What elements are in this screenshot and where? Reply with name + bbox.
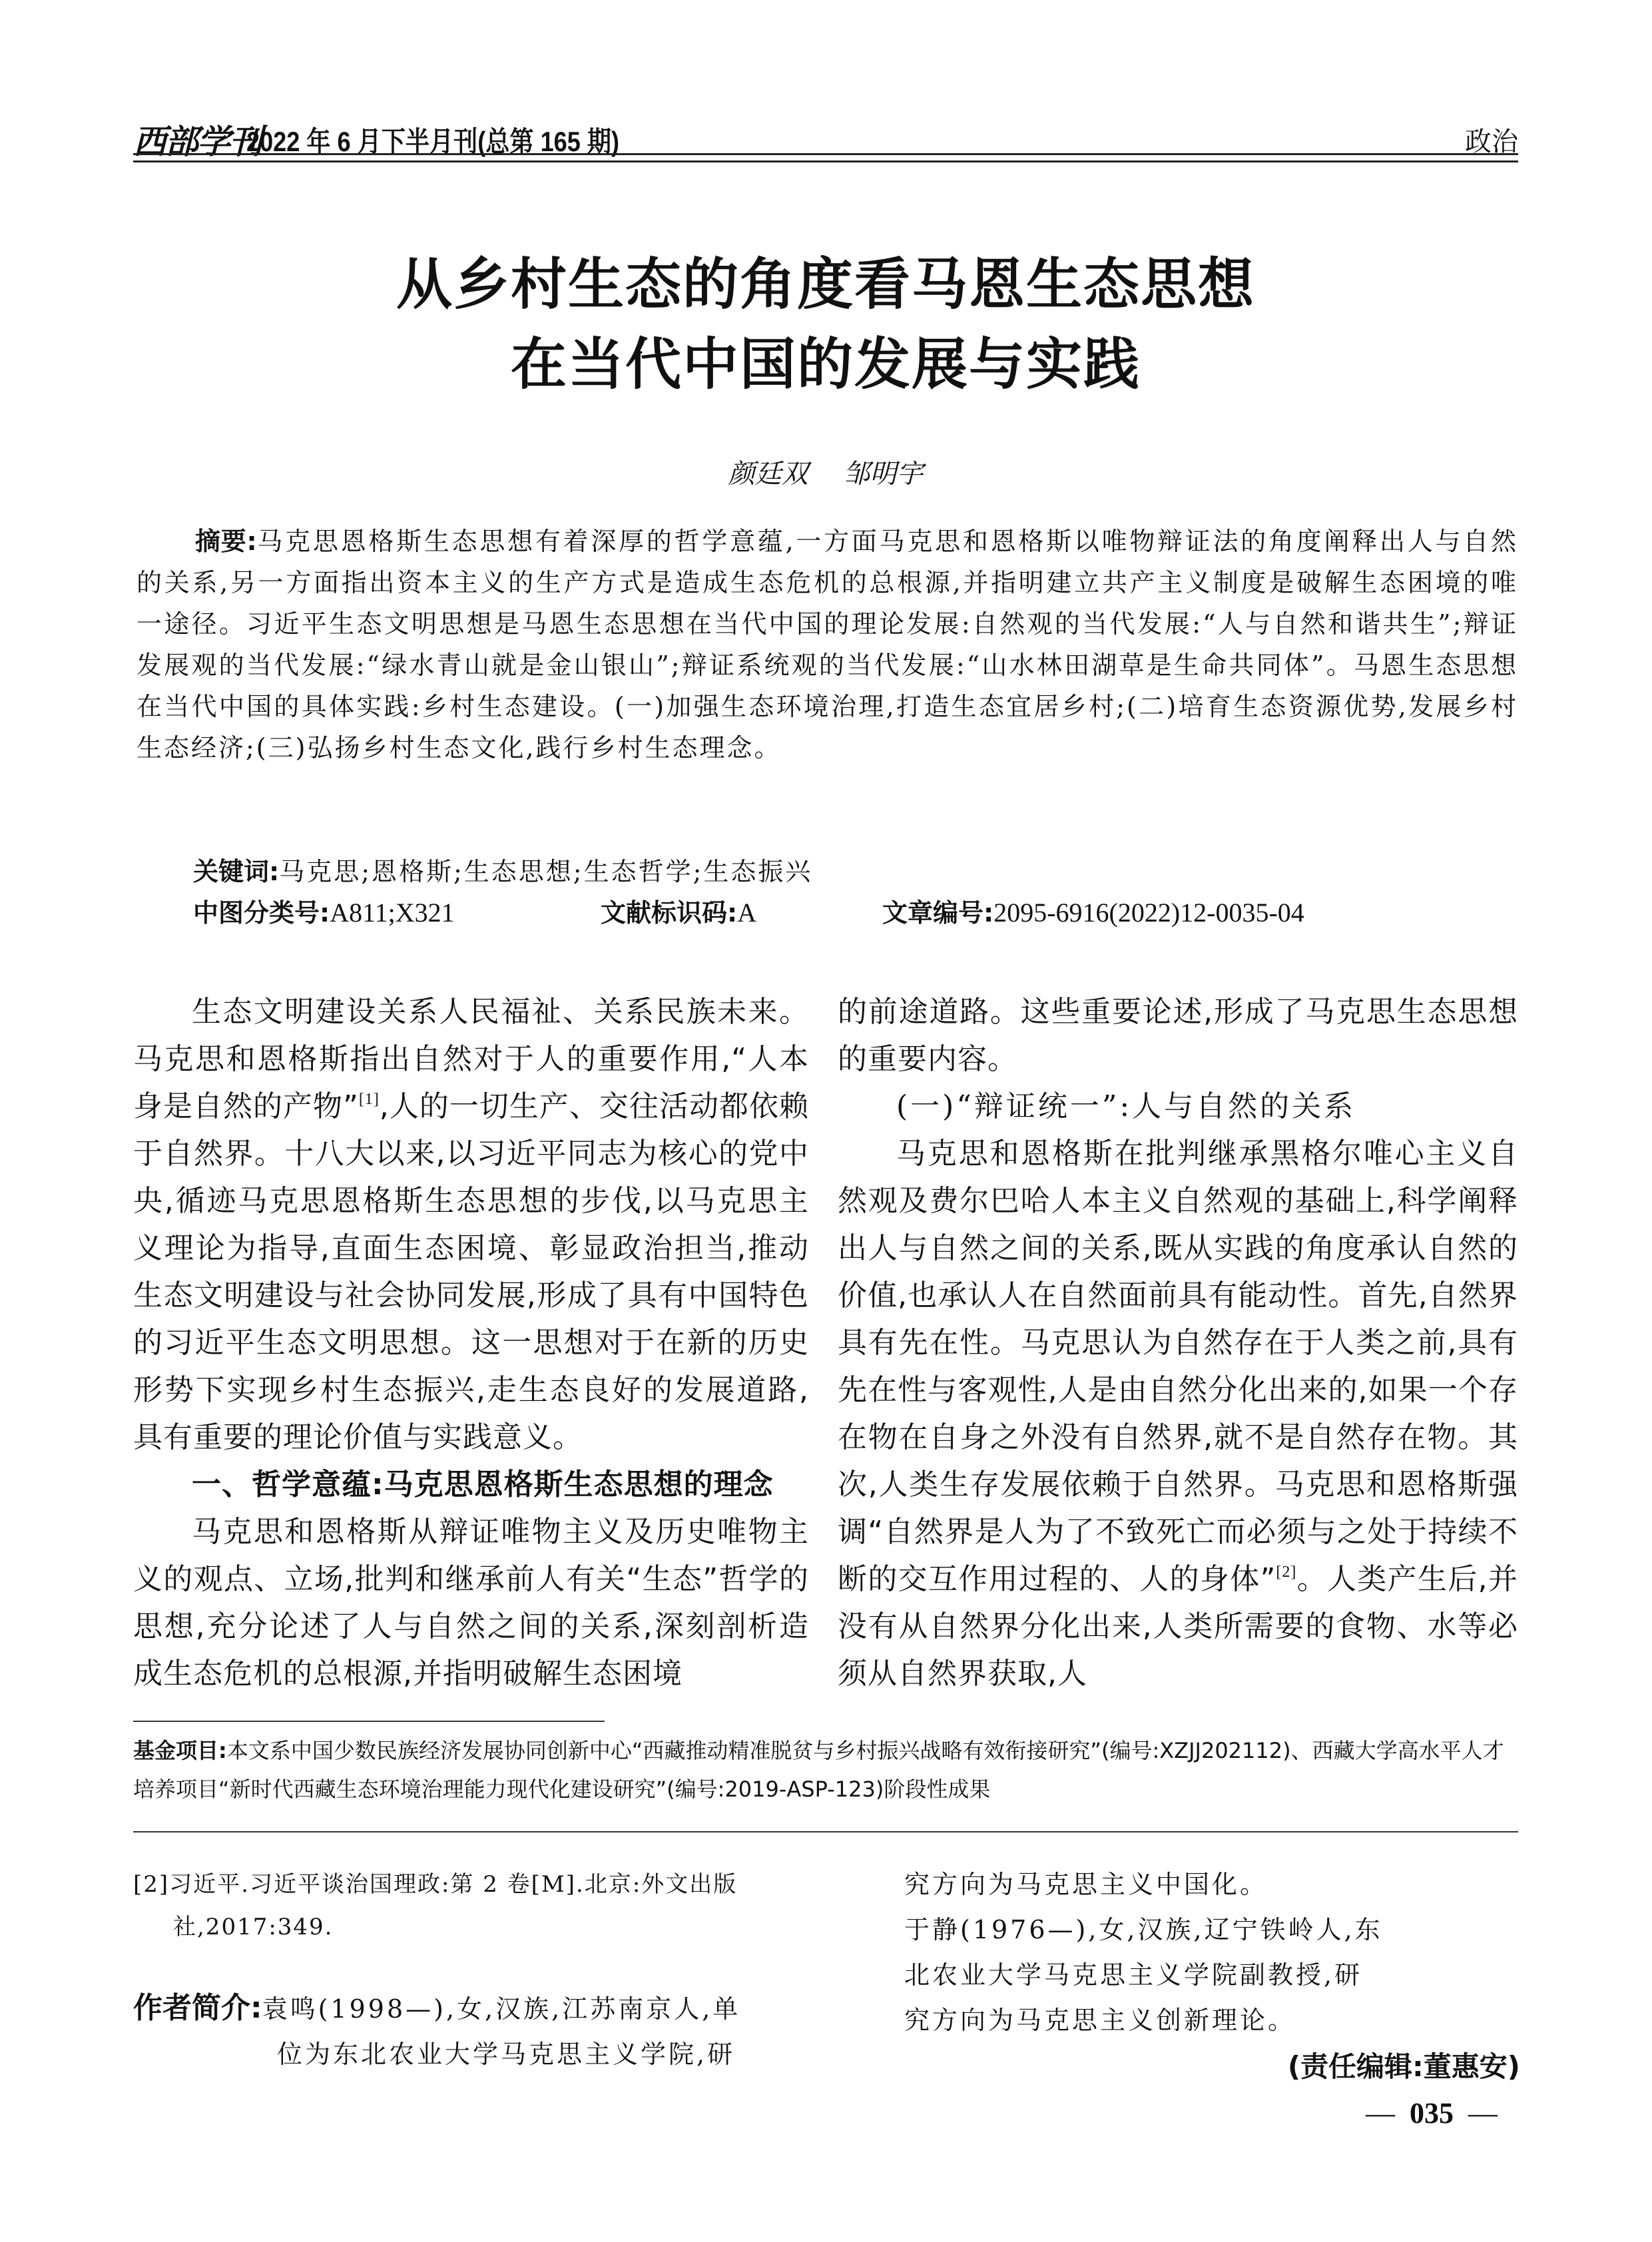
- article-title-line-2: 在当代中国的发展与实践: [510, 332, 1141, 397]
- page-number-value: 035: [1410, 2097, 1454, 2129]
- author-bio-line: 究方向为马克思主义中国化。: [904, 1870, 1268, 1899]
- funding-note: [133, 1731, 1518, 1809]
- journal-logo: 西部学刊: [133, 122, 261, 161]
- issue-info: 2022 年 6 月下半月刊(总第 165 期): [246, 126, 620, 157]
- citation-link[interactable]: [2]: [1276, 1563, 1297, 1581]
- paragraph-text: 马克思和恩格斯在批判继承黑格尔唯心主义自然观及费尔巴哈人本主义自然观的基础上,科学阐释出人与自然之间的关系,既从实践的角度承认自然的价值,也承认人在自然面前具有能动性。首先,自然界具有先在性。马克思认为自然存在于人类之前,具有先在性与客观性,人是由自然分化出来的,如果一个存在物在自身之外没有自然界,就不是自然存在物。其次,人类生存发展依赖于自然界。马克思和恩格斯强调“自然界是人为了不致死亡而必须与之处于持续不断的交互作用过程的、人的身体”: [838, 1137, 1518, 1596]
- keywords-text: 马克思;恩格斯;生态思想;生态哲学;生态振兴: [279, 857, 813, 886]
- page-number: [1332, 2096, 1531, 2130]
- author-bio-text: 袁鸣(1998—),女,汉族,江苏南京人,单: [262, 1994, 741, 2024]
- funding-label: 基金项目:: [133, 1738, 227, 1763]
- page-number-dash-left: —: [1366, 2097, 1395, 2129]
- doc-code-field: [601, 892, 756, 934]
- page-number-dash-right: —: [1468, 2097, 1498, 2129]
- section-heading: 一、哲学意蕴:马克思恩格斯生态思想的理念: [192, 1468, 774, 1502]
- doc-code-value: A: [737, 898, 757, 928]
- article-number-value: 2095-6916(2022)12-0035-04: [993, 898, 1304, 928]
- article-title-line-1: 从乡村生态的角度看马恩生态思想: [396, 252, 1255, 317]
- abstract-label: 摘要:: [195, 527, 257, 556]
- paragraph-text: ,人的一切生产、交往活动都依赖于自然界。十八大以来,以习近平同志为核心的党中央,循迹马克思恩格斯生态思想的步伐,以马克思主义理论为指导,直面生态困境、彰显政治担当,推动生态文明建设与社会协同发展,形成了具有中国特色的习近平生态文明思想。这一思想对于在新的历史形势下实现乡村生态振兴,走生态良好的发展道路,具有重要的理论价值与实践意义。: [133, 1089, 809, 1454]
- article-number-field: [882, 892, 1304, 934]
- author-bio-label: 作者简介:: [133, 1991, 262, 2025]
- paragraph: 马克思和恩格斯从辩证唯物主义及历史唯物主义的观点、立场,批判和继承前人有关“生态”哲学的思想,充分论述了人与自然之间的关系,深刻剖析造成生态危机的总根源,并指明破解生态困境: [133, 1515, 809, 1691]
- references-divider: [133, 1831, 1518, 1832]
- author-bio-line: 究方向为马克思主义创新理论。: [904, 2006, 1296, 2035]
- author-bio-line: 位为东北农业大学马克思主义学院,研: [277, 2040, 736, 2069]
- section-label: 政治: [1465, 127, 1518, 157]
- paragraph-text: 。人类产生后,并没有从自然界分化出来,人类所需要的食物、水等必须从自然界获取,人: [838, 1562, 1518, 1691]
- body-column-left: [133, 988, 809, 1697]
- citation-link[interactable]: [1]: [358, 1091, 380, 1108]
- paragraph: [133, 988, 809, 1461]
- author-bio-line: 于静(1976—),女,汉族,辽宁铁岭人,东: [904, 1915, 1383, 1944]
- keywords: [193, 851, 812, 892]
- clc-value: A811;X321: [330, 898, 455, 928]
- responsible-editor: (责任编辑:董惠安): [1287, 2050, 1520, 2083]
- reference-entry: [2]习近平.习近平谈治国理政:第 2 卷[M].北京:外文出版社,2017:349.: [133, 1871, 738, 1940]
- paragraph-text: 生态文明建设关系人民福祉、关系民族未来。马克思和恩格斯指出自然对于人的重要作用,“人本身是自然的产物”: [133, 995, 809, 1123]
- footnote-divider: [133, 1721, 605, 1722]
- author-bio-line: 北农业大学马克思主义学院副教授,研: [904, 1960, 1363, 1990]
- abstract-text: 马克思恩格斯生态思想有着深厚的哲学意蕴,一方面马克思和恩格斯以唯物辩证法的角度阐释出人与自然的关系,另一方面指出资本主义的生产方式是造成生态危机的总根源,并指明建立共产主义制度是破解生态困境的唯一途径。习近平生态文明思想是马恩生态思想在当代中国的理论发展:自然观的当代发展:“人与自然和谐共生”;辩证发展观的当代发展:“绿水青山就是金山银山”;辩证系统观的当代发展:“山水林田湖草是生命共同体”。马恩生态思想在当代中国的具体实践:乡村生态建设。(一)加强生态环境治理,打造生态宜居乡村;(二)培育生态资源优势,发展乡村生态经济;(三)弘扬乡村生态文化,践行乡村生态理念。: [137, 527, 1518, 762]
- funding-text: 本文系中国少数民族经济发展协同创新中心“西藏推动精准脱贫与乡村振兴战略有效衔接研究”(编号:XZJJ202112)、西藏大学高水平人才培养项目“新时代西藏生态环境治理能力现代化建设研究”(编号:2019-ASP-123)阶段性成果: [133, 1738, 1504, 1802]
- paragraph: 的前途道路。这些重要论述,形成了马克思生态思想的重要内容。: [838, 995, 1518, 1076]
- article-number-label: 文章编号:: [882, 898, 994, 928]
- doc-code-label: 文献标识码:: [601, 898, 738, 928]
- author-bio-line: [133, 1986, 809, 2032]
- header-double-rule: [133, 153, 1518, 162]
- clc-label: 中图分类号:: [193, 898, 330, 928]
- abstract: [137, 521, 1518, 768]
- author-names: 颜廷双 邹明宇: [728, 459, 924, 489]
- clc-field: [193, 892, 455, 934]
- references-and-bio-left: [133, 1863, 809, 2077]
- paragraph: [838, 1130, 1518, 1697]
- keywords-label: 关键词:: [193, 857, 280, 886]
- author-bio-right: [904, 1862, 1520, 2090]
- author-bio: [133, 1986, 809, 2077]
- subsection-heading: (一)“辩证统一”:人与自然的关系: [896, 1089, 1356, 1123]
- body-column-right: [838, 988, 1518, 1697]
